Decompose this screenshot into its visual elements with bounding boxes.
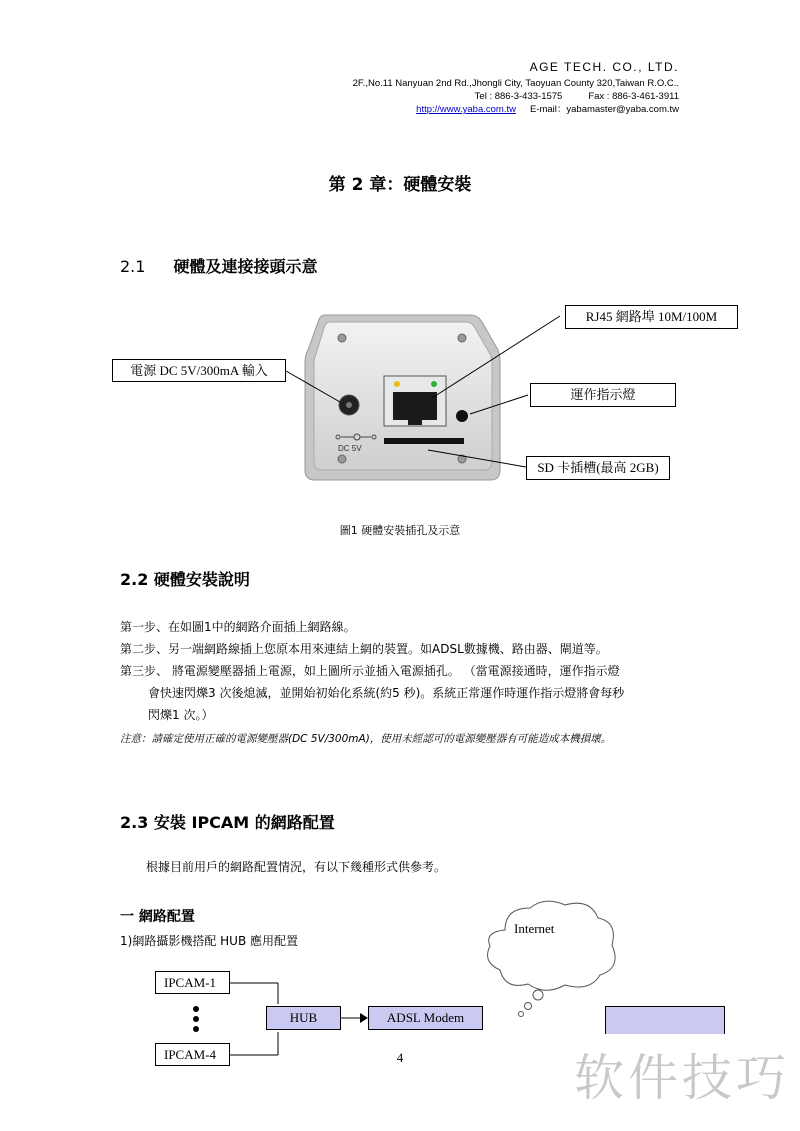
- power-jack-pin: [346, 402, 352, 408]
- page-number: 4: [396, 1050, 404, 1065]
- install-steps: [120, 616, 700, 750]
- section-2-2-heading: 2.2 硬體安裝說明: [120, 570, 250, 589]
- step-3-line-2: 會快速閃爍3 次後熄滅，並開始初始化系統(約5 秒)。系統正常運作時運作指示燈將會每秒: [148, 686, 625, 700]
- network-config-heading: 一 網路配置: [120, 909, 195, 925]
- step-3-line-1: 第三步、 將電源變壓器插上電源，如上圖所示並插入電源插孔。 （當電源接通時，運作指示燈: [120, 664, 620, 678]
- dc-5v-label: DC 5V: [338, 444, 362, 453]
- ipcam-1-box: IPCAM-1: [155, 971, 230, 994]
- ellipsis-dot: [193, 1026, 199, 1032]
- hub-box: HUB: [266, 1006, 341, 1030]
- ipcam-4-box: IPCAM-4: [155, 1043, 230, 1066]
- rj45-led-green-icon: [431, 381, 437, 387]
- internet-cloud-icon: [488, 901, 616, 990]
- company-url-link[interactable]: http://www.yaba.com.tw: [416, 104, 516, 115]
- watermark: 软件技巧: [574, 1049, 790, 1107]
- sd-card-slot: [384, 438, 464, 444]
- cloud-bubble: [519, 1012, 524, 1017]
- company-fax: Fax : 886-3-461-3911: [588, 91, 679, 102]
- cloud-bubble: [525, 1003, 532, 1010]
- status-led-icon: [456, 410, 468, 422]
- chapter-title: 第 2 章：硬體安裝: [328, 175, 472, 195]
- rj45-led-yellow-icon: [394, 381, 400, 387]
- company-address: 2F.,No.11 Nanyuan 2nd Rd.,Jhongli City, Taoyuan County 320,Taiwan R.O.C..: [352, 78, 679, 89]
- company-tel: Tel : 886-3-433-1575: [474, 91, 563, 102]
- step-3-line-3: 閃爍1 次。）: [148, 708, 214, 722]
- internet-label: Internet: [514, 921, 555, 936]
- figure-1-caption: 圖1 硬體安裝插孔及示意: [339, 524, 461, 537]
- adsl-modem-box: ADSL Modem: [368, 1006, 483, 1030]
- power-warning-note: 注意：請確定使用正確的電源變壓器(DC 5V/300mA)，使用未經認可的電源變壓器有可能造成本機損壞。: [120, 733, 612, 745]
- section-2-1-number: 2.1: [120, 257, 146, 276]
- step-1: 第一步、在如圖1中的網路介面插上網路線。: [120, 620, 356, 634]
- router-box-partial: [605, 1006, 725, 1034]
- screw-icon: [458, 334, 466, 342]
- rj45-label: RJ45 網路埠 10M/100M: [565, 305, 738, 329]
- cloud-bubble: [533, 990, 543, 1000]
- rj45-port-tab: [408, 420, 422, 425]
- screw-icon: [338, 455, 346, 463]
- sd-slot-label: SD 卡插槽(最高 2GB): [526, 456, 670, 480]
- section-2-3-heading: 2.3 安裝 IPCAM 的網路配置: [120, 813, 335, 832]
- section-2-3-intro: 根據目前用戶的網路配置情況，有以下幾種形式供參考。: [146, 860, 447, 874]
- power-input-label: 電源 DC 5V/300mA 輸入: [112, 359, 286, 382]
- status-led-label: 運作指示燈: [530, 383, 676, 407]
- company-email: E-mail：yabamaster@yaba.com.tw: [529, 104, 679, 115]
- step-2: 第二步、另一端網路線插上您原本用來連結上網的裝置。如ADSL數據機、路由器、閘道等。: [120, 642, 608, 656]
- ellipsis-dot: [193, 1016, 199, 1022]
- hub-config-item: 1)網路攝影機搭配 HUB 應用配置: [120, 934, 298, 948]
- screw-icon: [338, 334, 346, 342]
- ellipsis-dot: [193, 1006, 199, 1012]
- company-name: AGE TECH. CO., LTD.: [529, 60, 679, 74]
- section-2-1-title: 硬體及連接接頭示意: [173, 257, 318, 276]
- rj45-port-socket: [393, 392, 437, 420]
